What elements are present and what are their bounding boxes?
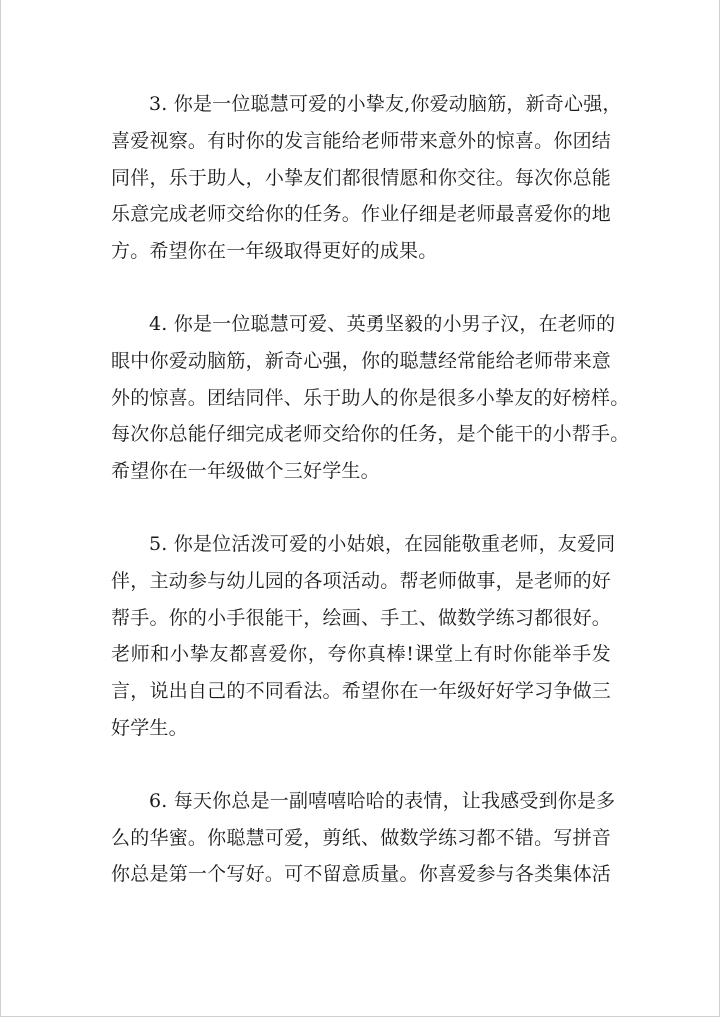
comment-paragraph-5 <box>111 526 616 747</box>
text-line: 同伴，乐于助人，小挚友们都很情愿和你交往。每次你总能 <box>111 166 611 189</box>
comment-paragraph-4 <box>111 306 630 490</box>
text-line: 么的华蜜。你聪慧可爱，剪纸、做数学练习都不错。写拼音 <box>111 826 611 849</box>
text-line: 喜爱视察。有时你的发言能给老师带来意外的惊喜。你团结 <box>111 129 611 152</box>
text-line: 好学生。 <box>111 716 188 739</box>
text-line: 老师和小挚友都喜爱你，夸你真棒!课堂上有时你能举手发 <box>111 643 611 666</box>
text-line: 你总是第一个写好。可不留意质量。你喜爱参与各类集体活 <box>111 863 611 886</box>
text-line: 眼中你爱动脑筋，新奇心强，你的聪慧经常能给老师带来意 <box>111 349 611 372</box>
text-line: 5. 你是位活泼可爱的小姑娘，在园能敬重老师，友爱同 <box>149 532 616 555</box>
comment-paragraph-6 <box>111 783 616 893</box>
text-line: 每次你总能仔细完成老师交给你的任务，是个能干的小帮手。 <box>111 423 630 446</box>
text-line: 希望你在一年级做个三好学生。 <box>111 460 380 483</box>
comment-paragraph-3 <box>111 86 622 270</box>
text-line: 3. 你是一位聪慧可爱的小挚友,你爱动脑筋，新奇心强， <box>149 93 622 115</box>
text-line: 言，说出自己的不同看法。希望你在一年级好好学习争做三 <box>111 680 611 703</box>
text-line: 帮手。你的小手很能干，绘画、手工、做数学练习都很好。 <box>111 606 611 629</box>
text-line: 4. 你是一位聪慧可爱、英勇坚毅的小男子汉，在老师的 <box>149 312 616 335</box>
text-line: 乐意完成老师交给你的任务。作业仔细是老师最喜爱你的地 <box>111 203 611 226</box>
text-line: 伴，主动参与幼儿园的各项活动。帮老师做事，是老师的好 <box>111 569 611 592</box>
text-line: 6. 每天你总是一副嘻嘻哈哈的表情，让我感受到你是多 <box>149 789 616 812</box>
text-line: 方。希望你在一年级取得更好的成果。 <box>111 240 438 263</box>
text-line: 外的惊喜。团结同伴、乐于助人的你是很多小挚友的好榜样。 <box>111 386 630 409</box>
document-body <box>111 86 630 893</box>
